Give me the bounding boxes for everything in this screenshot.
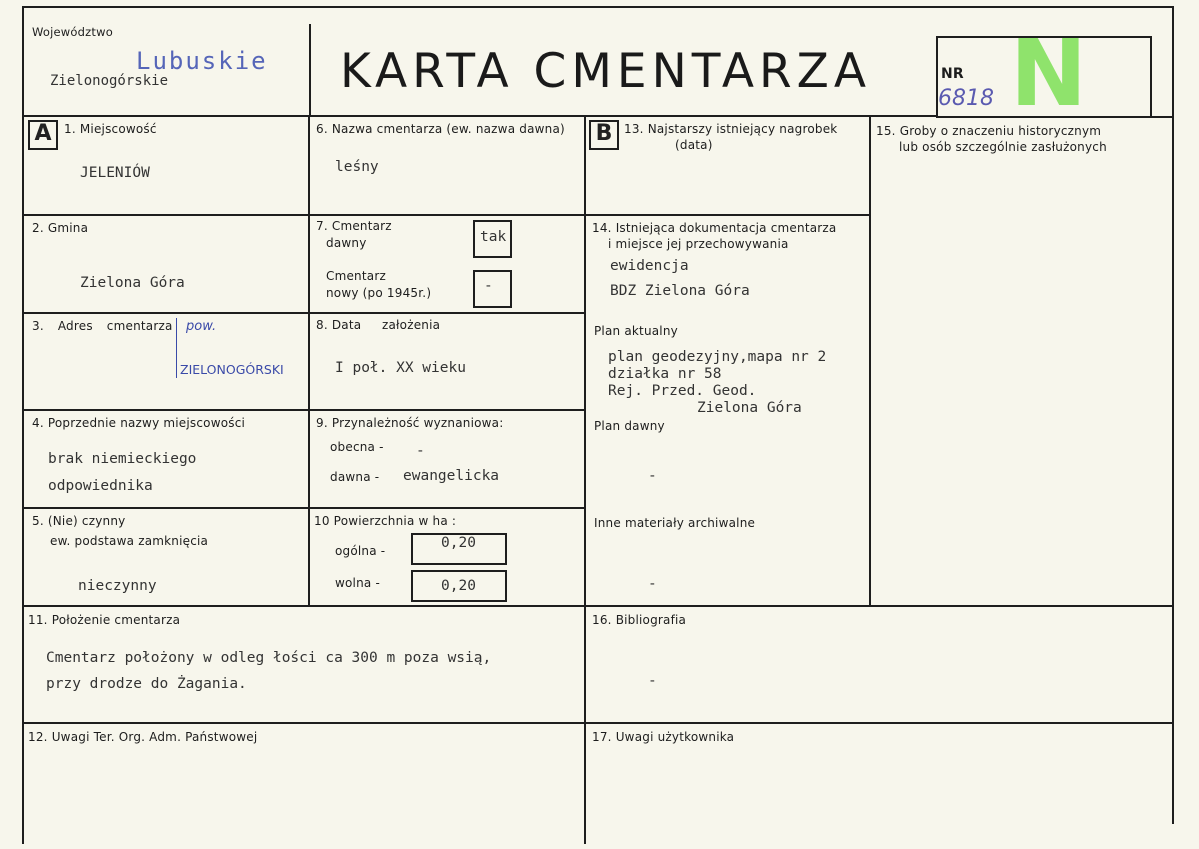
plan-dawny-label: Plan dawny: [594, 419, 665, 433]
top-border: [22, 6, 1174, 8]
field-1-value: JELENIÓW: [80, 165, 150, 181]
field-11-line-2: przy drodze do Żagania.: [46, 676, 247, 692]
field-3-handwritten-bar: [176, 318, 177, 378]
field-16-label: 16. Bibliografia: [592, 613, 687, 627]
col-divider-1: [308, 116, 310, 606]
field-11-line-1: Cmentarz położony w odleg łości ca 300 m poza wsią,: [46, 650, 492, 666]
field-13-label-2: (data): [675, 138, 713, 152]
field-10-wolna-value: 0,20: [441, 578, 476, 594]
card-title: KARTA CMENTARZA: [340, 44, 871, 99]
field-8-value: I poł. XX wieku: [335, 360, 466, 376]
field-10-label: 10 Powierzchnia w ha :: [314, 514, 457, 528]
field-9-dawna-value: ewangelicka: [403, 468, 500, 484]
field-7-label-3: Cmentarz: [326, 269, 386, 283]
field-6-value: leśny: [335, 159, 379, 175]
field-4-value-2: odpowiednika: [48, 478, 153, 494]
wojewodztwo-label: Województwo: [32, 25, 113, 39]
field-11-label: 11. Położenie cmentarza: [28, 613, 181, 627]
row-line-5: [22, 605, 1173, 607]
row-line-3: [22, 409, 585, 411]
wojewodztwo-stamp: Lubuskie: [136, 47, 268, 75]
right-border: [1172, 6, 1174, 824]
field-7-label-1: 7. Cmentarz: [316, 219, 392, 233]
plan-aktualny-line-2: działka nr 58: [608, 366, 722, 382]
row-line-1: [22, 214, 870, 216]
inne-materialy-value: -: [648, 576, 657, 592]
field-14-label-1: 14. Istniejąca dokumentacja cmentarza: [592, 221, 837, 235]
section-b-letter: B: [589, 120, 619, 150]
field-10-ogolna-label: ogólna -: [335, 544, 386, 558]
field-15-label-2: lub osób szczególnie zasłużonych: [899, 140, 1107, 154]
field-14-value-1: ewidencja: [610, 258, 689, 274]
row-line-4: [22, 507, 585, 509]
field-5-label-2: ew. podstawa zamknięcia: [50, 534, 209, 548]
col-divider-2: [584, 116, 586, 844]
plan-aktualny-label: Plan aktualny: [594, 324, 678, 338]
field-8-label-2: założenia: [382, 318, 441, 332]
field-1-label: 1. Miejscowość: [64, 122, 157, 136]
field-2-label: 2. Gmina: [32, 221, 89, 235]
plan-aktualny-line-1: plan geodezyjny,mapa nr 2: [608, 349, 827, 365]
header-divider: [309, 24, 311, 116]
plan-dawny-value: -: [648, 468, 657, 484]
left-border: [22, 6, 24, 844]
row-line-6: [22, 722, 1173, 724]
wojewodztwo-typed: Zielonogórskie: [50, 73, 169, 89]
field-15-label-1: 15. Groby o znaczeniu historycznym: [876, 124, 1102, 138]
row-line-2: [22, 312, 585, 314]
field-8-label-1: 8. Data: [316, 318, 362, 332]
col-divider-3: [869, 116, 871, 606]
section-a-letter: A: [28, 120, 58, 150]
field-10-wolna-label: wolna -: [335, 576, 380, 590]
field-3-handwritten-district: ZIELONOGÓRSKI: [180, 362, 284, 377]
n-mark: N: [1010, 20, 1087, 127]
field-6-label: 6. Nazwa cmentarza (ew. nazwa dawna): [316, 122, 565, 136]
field-2-value: Zielona Góra: [80, 275, 185, 291]
nr-label: NR: [941, 66, 964, 82]
field-4-label: 4. Poprzednie nazwy miejscowości: [32, 416, 246, 430]
field-9-obecna-label: obecna -: [330, 440, 384, 454]
field-10-ogolna-value: 0,20: [441, 535, 476, 551]
field-3-label: 3. Adres cmentarza: [32, 319, 173, 333]
field-16-value: -: [648, 673, 657, 689]
plan-aktualny-line-3: Rej. Przed. Geod.: [608, 383, 757, 399]
field-3-handwritten-pow: pow.: [186, 319, 217, 334]
field-14-label-2: i miejsce jej przechowywania: [608, 237, 789, 251]
field-4-value-1: brak niemieckiego: [48, 451, 197, 467]
field-13-label-1: 13. Najstarszy istniejący nagrobek: [624, 122, 838, 136]
inne-materialy-label: Inne materiały archiwalne: [594, 516, 756, 530]
field-7-dawny-value: tak: [480, 229, 507, 245]
field-17-label: 17. Uwagi użytkownika: [592, 730, 735, 744]
field-7-label-4: nowy (po 1945r.): [326, 286, 432, 300]
field-5-label-1: 5. (Nie) czynny: [32, 514, 126, 528]
field-12-label: 12. Uwagi Ter. Org. Adm. Państwowej: [28, 730, 258, 744]
field-9-dawna-label: dawna -: [330, 470, 380, 484]
field-7-label-2: dawny: [326, 236, 367, 250]
plan-aktualny-line-4: Zielona Góra: [697, 400, 802, 416]
field-5-value: nieczynny: [78, 578, 157, 594]
field-14-value-2: BDZ Zielona Góra: [610, 283, 750, 299]
field-7-nowy-value: -: [484, 278, 493, 294]
nr-value: 6818: [938, 86, 994, 111]
header-bottom-left: [22, 115, 937, 117]
field-9-obecna-value: -: [416, 443, 425, 459]
field-9-label: 9. Przynależność wyznaniowa:: [316, 416, 504, 430]
